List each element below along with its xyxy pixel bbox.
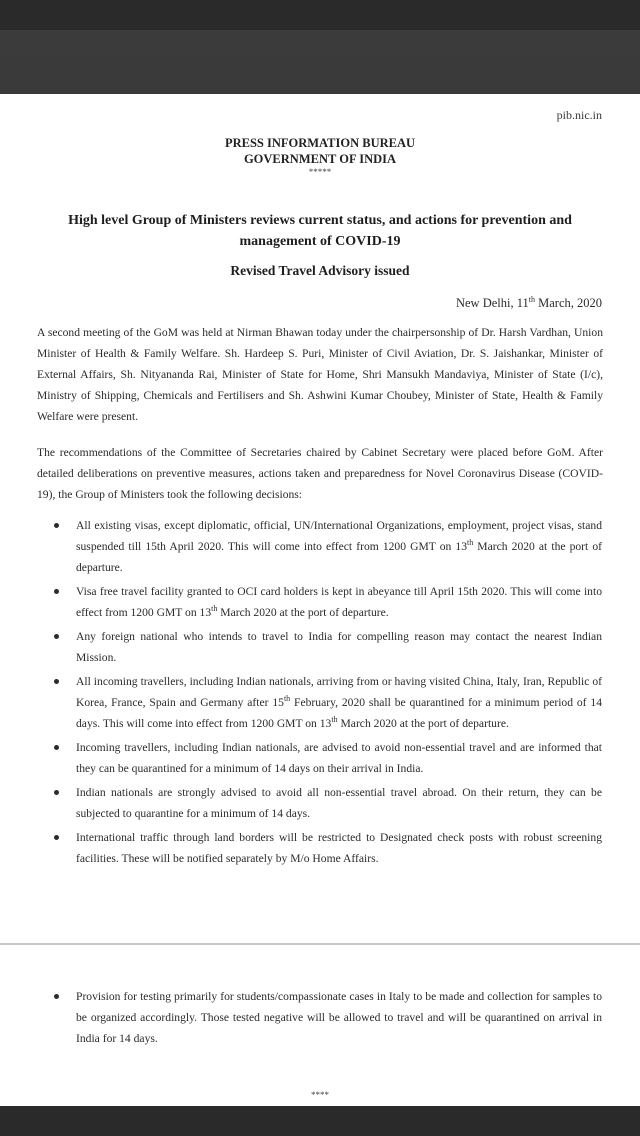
footer-stars: **** [311, 1090, 329, 1100]
bullet-icon [54, 835, 59, 840]
list-item: Incoming travellers, including Indian nationals, are advised to avoid non-essential travel and are informed that they can be quarantined for a minimum of 14 days on their arrival in India. [54, 737, 602, 779]
bullet-icon [54, 745, 59, 750]
page-divider [0, 943, 640, 945]
list-item: All incoming travellers, including Indian nationals, arriving from or having visited China, Italy, Iran, Republic of Korea, France, Spain and Germany after 15th February, 2020 shall be quarantined for a minimum period of 14 days. This will come into effect from 1200 GMT on 13th March 2020 at the port of departure. [54, 671, 602, 734]
org-line-2: GOVERNMENT OF INDIA [243, 152, 397, 166]
list-item: Visa free travel facility granted to OCI card holders is kept in abeyance till April 15th 2020. This will come into effect from 1200 GMT on 13th March 2020 at the port of departure. [54, 581, 602, 623]
paragraph-recommendations: The recommendations of the Committee of Secretaries chaired by Cabinet Secretary were placed before GoM. After detailed deliberations on preventive measures, actions taken and preparedness for Novel Coronavirus Disease (COVID-19), the Group of Ministers took the following decisions: [37, 446, 603, 501]
list-item: International traffic through land borders will be restricted to Designated check posts with robust screening facilities. These will be notified separately by M/o Home Affairs. [54, 827, 602, 869]
bullet-icon [54, 994, 59, 999]
decisions-list-continued [54, 986, 602, 1052]
paragraph-meeting: A second meeting of the GoM was held at Nirman Bhawan today under the chairpersonship of Dr. Harsh Vardhan, Union Minister of Health & Family Welfare. Sh. Hardeep S. Puri, Minister of Civil Aviation, Dr. S. Jaishankar, Minister of External Affairs, Sh. Nityananda Rai, Minister of State for Home, Shri Mansukh Mandaviya, Minister of State (I/c), Ministry of Shipping, Chemicals and Fertilisers and Sh. Ashwini Kumar Choubey, Minister of State, Health & Family Welfare were present. [37, 326, 603, 423]
document-page-1 [0, 94, 640, 944]
bullet-icon [54, 679, 59, 684]
decisions-list [54, 515, 602, 872]
bullet-icon [54, 634, 59, 639]
viewer-top-bar [0, 0, 640, 94]
org-line-1: PRESS INFORMATION BUREAU [224, 136, 416, 150]
list-item: Provision for testing primarily for students/compassionate cases in Italy to be made and collection for samples to be organized accordingly. Those tested negative will be allowed to travel and will be quarantined on arrival in India for 14 days. [54, 986, 602, 1049]
bullet-icon [54, 523, 59, 528]
list-item: All existing visas, except diplomatic, official, UN/International Organizations, employment, project visas, stand suspended till 15th April 2020. This will come into effect from 1200 GMT on 13th March 2020 at the port of departure. [54, 515, 602, 578]
document-title: High level Group of Ministers reviews current status, and actions for prevention and management of COVID-19 [68, 213, 572, 249]
source-site: pib.nic.in [556, 108, 602, 122]
document-subtitle: Revised Travel Advisory issued [230, 263, 410, 278]
list-item: Any foreign national who intends to travel to India for compelling reason may contact the nearest Indian Mission. [54, 626, 602, 668]
bullet-icon [54, 790, 59, 795]
dateline: New Delhi, 11th March, 2020 [455, 294, 602, 310]
list-item: Indian nationals are strongly advised to avoid all non-essential travel abroad. On their return, they can be subjected to quarantine for a minimum of 14 days. [54, 782, 602, 824]
document-page-2 [0, 946, 640, 1106]
header-stars: ***** [308, 167, 332, 177]
viewer-bottom-bar [0, 1106, 640, 1136]
bullet-icon [54, 589, 59, 594]
